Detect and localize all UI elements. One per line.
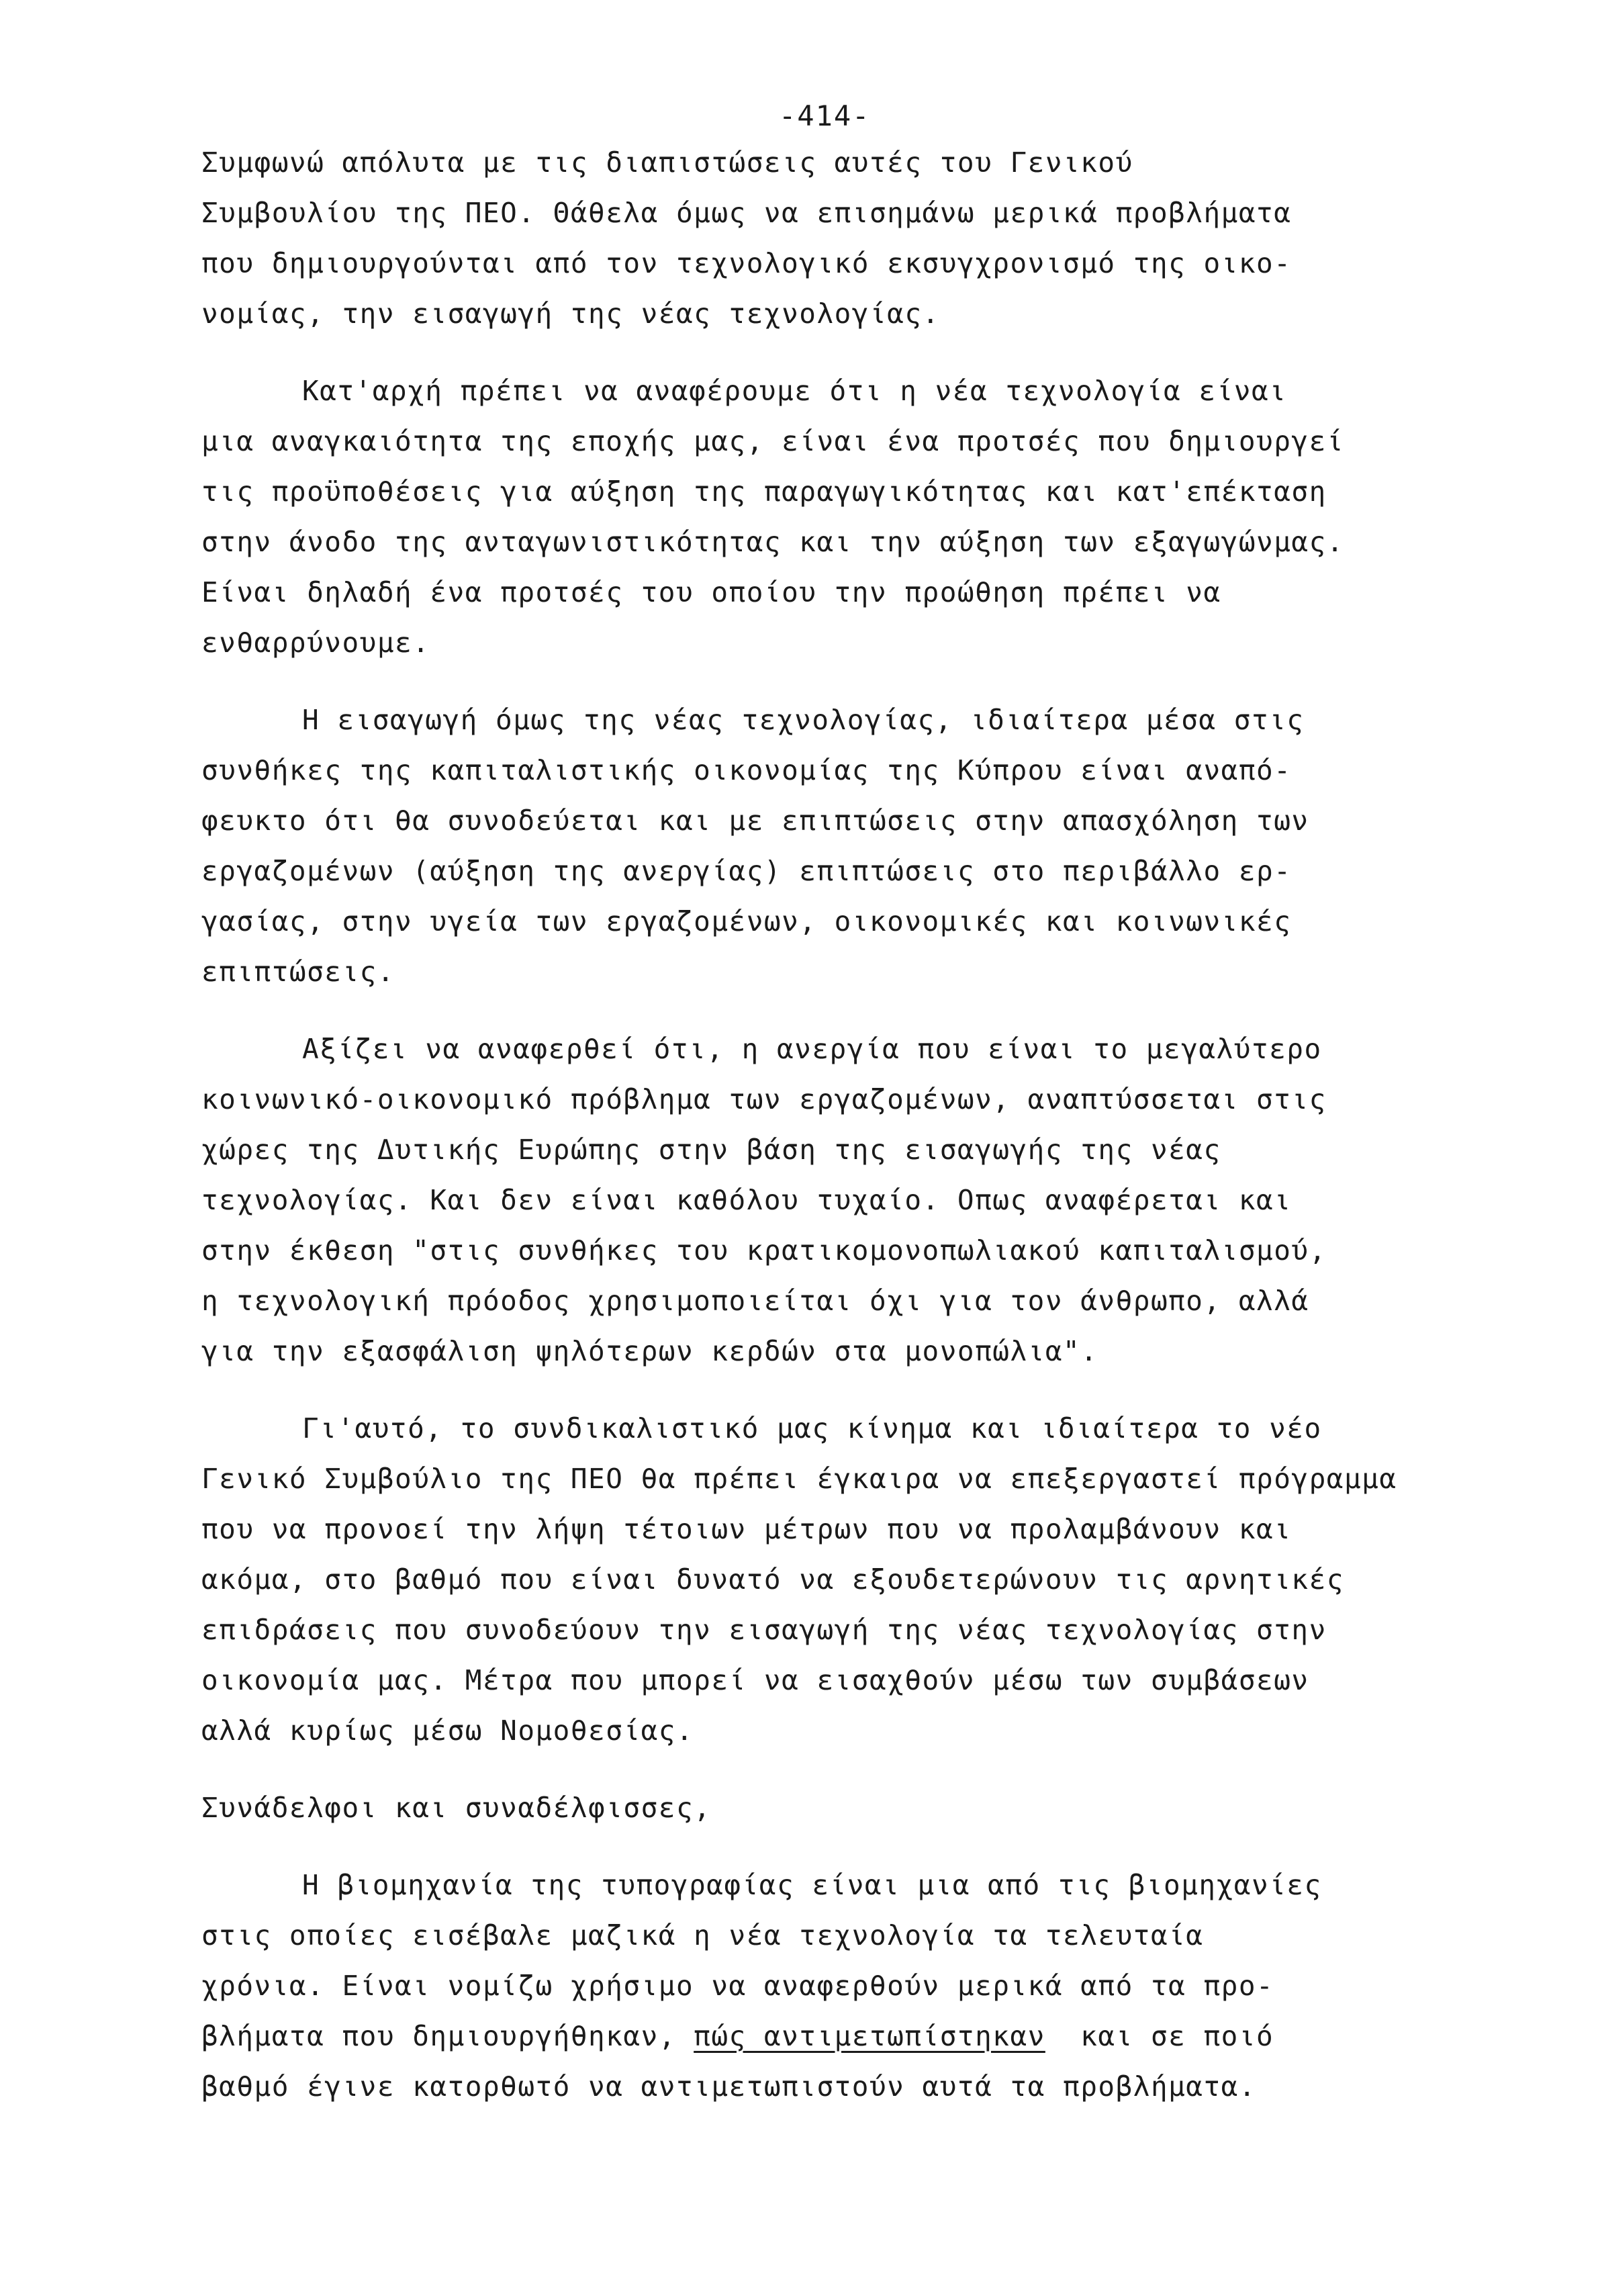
text-line: επιπτώσεις. [201, 956, 395, 988]
text-line: στην έκθεση "στις συνθήκες του κρατικομονοπωλιακού καπιταλισμού, [201, 1234, 1327, 1267]
text-line: Γι'αυτό, το συνδικαλιστικό μας κίνημα και ιδιαίτερα το νέο [302, 1412, 1322, 1444]
text-line: Η εισαγωγή όμως της νέας τεχνολογίας, ιδιαίτερα μέσα στις [302, 704, 1305, 736]
paragraph-4 [201, 1024, 1571, 1377]
line-segment: και σε ποιό [1045, 2020, 1274, 2052]
text-line: Αξίζει να αναφερθεί ότι, η ανεργία που είναι το μεγαλύτερο [302, 1033, 1322, 1065]
text-line: γασίας, στην υγεία των εργαζομένων, οικονομικές και κοινωνικές [201, 905, 1292, 937]
text-line: Η βιομηχανία της τυπογραφίας είναι μια από τις βιομηχανίες [302, 1869, 1322, 1901]
text-line: χρόνια. Είναι νομίζω χρήσιμο να αναφερθούν μερικά από τα προ- [201, 1970, 1274, 2002]
text-line: χώρες της Δυτικής Ευρώπης στην βάση της εισαγωγής της νέας [201, 1134, 1221, 1166]
text-line: οικονομία μας. Μέτρα που μπορεί να εισαχθούν μέσω των συμβάσεων [201, 1664, 1309, 1696]
text-line: βαθμό έγινε κατορθωτό να αντιμετωπιστούν αυτά τα προβλήματα. [201, 2070, 1257, 2103]
text-line: συνθήκες της καπιταλιστικής οικονομίας της Κύπρου είναι αναπό- [201, 754, 1292, 786]
paragraph-closing [201, 1860, 1571, 2112]
text-line: κοινωνικό-οικονομικό πρόβλημα των εργαζομένων, αναπτύσσεται στις [201, 1083, 1327, 1115]
text-line: ακόμα, στο βαθμό που είναι δυνατό να εξουδετερώνουν τις αρνητικές [201, 1563, 1344, 1596]
text-line: εργαζομένων (αύξηση της ανεργίας) επιπτώσεις στο περιβάλλο ερ- [201, 855, 1292, 887]
page-number: -414- [779, 99, 871, 132]
underlined-phrase: πώς αντιμετωπίστηκαν [694, 2020, 1045, 2052]
text-line: αλλά κυρίως μέσω Νομοθεσίας. [201, 1714, 694, 1747]
text-line: στις οποίες εισέβαλε μαζικά η νέα τεχνολογία τα τελευταία [201, 1919, 1204, 1951]
text-line: Συνάδελφοι και συναδέλφισσες, [201, 1792, 712, 1824]
paragraph-5 [201, 1404, 1571, 1756]
paragraph-2 [201, 366, 1571, 668]
text-line: επιδράσεις που συνοδεύουν την εισαγωγή της νέας τεχνολογίας στην [201, 1614, 1327, 1646]
text-line: ενθαρρύνουμε. [201, 627, 430, 659]
salutation [201, 1783, 1571, 1833]
text-line: Συμφωνώ απόλυτα με τις διαπιστώσεις αυτές του Γενικού [201, 146, 1133, 179]
text-line: τεχνολογίας. Και δεν είναι καθόλου τυχαίο. Οπως αναφέρεται και [201, 1184, 1292, 1216]
text-line: Συμβουλίου της ΠΕΟ. Θάθελα όμως να επισημάνω μερικά προβλήματα [201, 197, 1292, 229]
text-line: τις προϋποθέσεις για αύξηση της παραγωγικότητας και κατ'επέκταση [201, 475, 1327, 508]
text-line: στην άνοδο της ανταγωνιστικότητας και την αύξηση των εξαγωγώνμας. [201, 526, 1344, 558]
text-line: Είναι δηλαδή ένα προτσές του οποίου την προώθηση πρέπει να [201, 576, 1221, 608]
text-line: φευκτο ότι θα συνοδεύεται και με επιπτώσεις στην απασχόληση των [201, 805, 1309, 837]
text-line: Κατ'αρχή πρέπει να αναφέρουμε ότι η νέα τεχνολογία είναι [302, 375, 1287, 407]
text-line: Γενικό Συμβούλιο της ΠΕΟ θα πρέπει έγκαιρα να επεξεργαστεί πρόγραμμα [201, 1463, 1397, 1495]
text-line: η τεχνολογική πρόοδος χρησιμοποιείται όχι για τον άνθρωπο, αλλά [201, 1285, 1309, 1317]
paragraph-1 [201, 138, 1571, 339]
text-line: που να προνοεί την λήψη τέτοιων μέτρων που να προλαμβάνουν και [201, 1513, 1292, 1545]
text-line: που δημιουργούνται από τον τεχνολογικό εκσυγχρονισμό της οικο- [201, 247, 1292, 279]
line-segment: βλήματα που δημιουργήθηκαν, [201, 2020, 694, 2052]
text-line-with-underline [201, 2011, 1571, 2062]
document-body [201, 138, 1571, 2112]
text-line: για την εξασφάλιση ψηλότερων κερδών στα μονοπώλια". [201, 1335, 1098, 1367]
text-line: νομίας, την εισαγωγή της νέας τεχνολογίας. [201, 297, 940, 330]
text-line: μια αναγκαιότητα της εποχής μας, είναι ένα προτσές που δημιουργεί [201, 425, 1344, 457]
paragraph-3 [201, 695, 1571, 997]
